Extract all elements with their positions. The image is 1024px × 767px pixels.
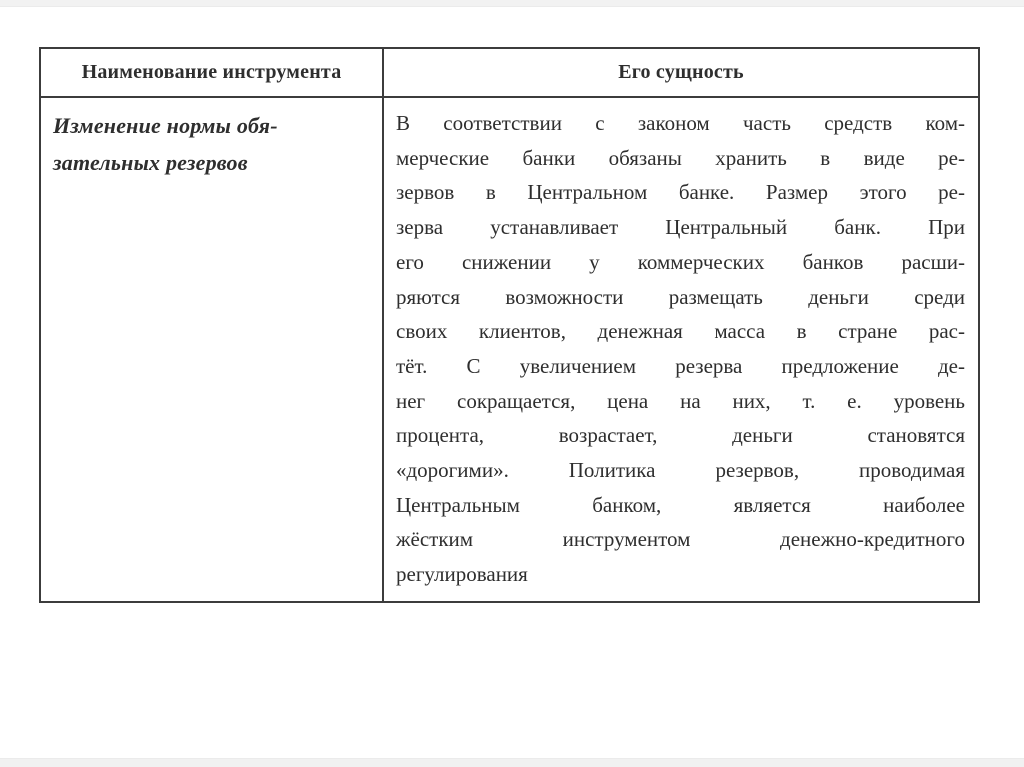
text-line: зательных резервов (53, 150, 248, 175)
bottom-edge-bar (0, 758, 1024, 767)
text-line: Изменение нормы обя- (53, 113, 278, 138)
text-line: нег сокращается, цена на них, т. е. уровень (396, 388, 965, 413)
text-line: зерва устанавливает Центральный банк. При (396, 215, 965, 240)
column-header-essence: Его сущность (383, 48, 979, 97)
text-line: зервов в Центральном банке. Размер этого ре- (396, 180, 965, 205)
table-header-row (40, 48, 979, 97)
text-line: Центральным банком, является наиболее (396, 492, 965, 517)
instrument-name (53, 107, 374, 181)
text-line: «дорогими». Политика резервов, проводимая (396, 458, 965, 483)
text-line: тёт. С увеличением резерва предложение де- (396, 353, 965, 378)
text-line: своих клиентов, денежная масса в стране рас- (396, 319, 965, 344)
text-line: процента, возрастает, деньги становятся (396, 423, 965, 448)
text-line: В соответствии с законом часть средств ком- (396, 111, 965, 135)
essence-cell (383, 97, 979, 602)
instrument-cell (40, 97, 383, 602)
text-line: его снижении у коммерческих банков расши- (396, 249, 965, 274)
top-edge-bar (0, 0, 1024, 7)
text-line: регулирования (396, 562, 528, 587)
column-header-instrument: Наименование инструмента (40, 48, 383, 97)
instruments-table (39, 47, 980, 603)
text-line: жёстким инструментом денежно-кредитного (396, 527, 965, 552)
essence-paragraph (396, 106, 965, 592)
text-line: мерческие банки обязаны хранить в виде ре- (396, 145, 965, 170)
table-row (40, 97, 979, 602)
text-line: ряются возможности размещать деньги среди (396, 284, 965, 309)
